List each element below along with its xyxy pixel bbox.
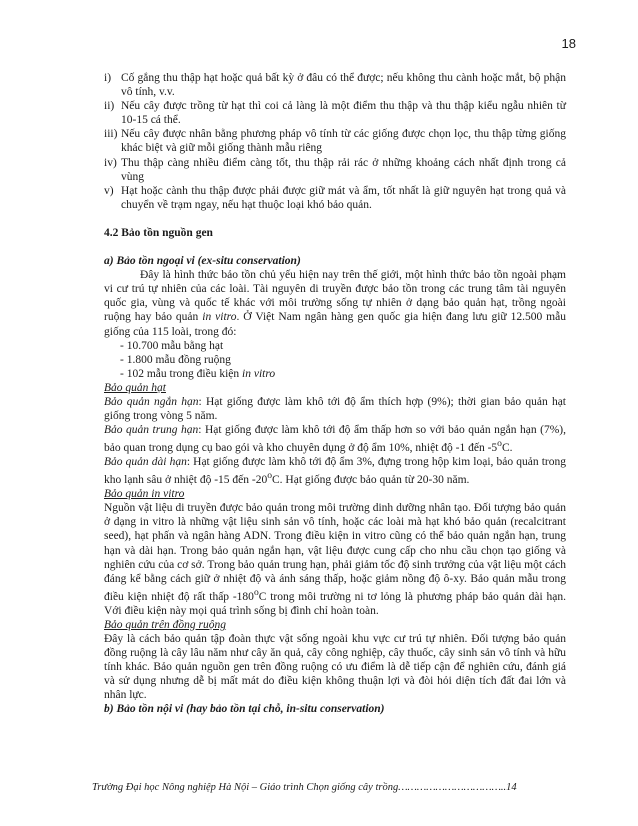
- list-item-number: iv): [104, 156, 117, 169]
- collection-guidelines-list: [104, 71, 566, 212]
- document-body: [104, 71, 566, 717]
- seed-storage-heading: Bảo quản hạt: [104, 381, 166, 394]
- list-item: - 1.800 mẫu đồng ruộng: [120, 353, 231, 366]
- list-item-text: Hạt hoặc cành thu thập được phải được giữ mát và ẩm, tốt nhất là giữ nguyên hạt trong quả và chuyển về trạm ngay, nếu hạt thuộc loại khó bảo quản.: [121, 184, 566, 211]
- subsection-heading-ex-situ: a) Bảo tồn ngoại vi (ex-situ conservation): [104, 255, 301, 268]
- subsection-heading-in-situ: b) Bảo tồn nội vi (hay bảo tồn tại chỗ, in-situ conservation): [104, 703, 385, 716]
- ex-situ-paragraph: Đây là hình thức bảo tồn chủ yếu hiện nay trên thế giới, một hình thức bảo tồn ngoài phạm vi cư trú tự nhiên của các loài. Tài nguyên di truyền được bảo tồn trong các trung tâm tài nguyên quốc gia, vùng và quốc tế khác với môi trường sống tự nhiên ở dạng bảo quản hạt, trồng ngoài ruộng hay bảo quản in vitro. Ở Việt Nam ngân hàng gen quốc gia hiện đang lưu giữ 12.500 mẫu giống của 115 loài, trong đó:: [104, 269, 566, 338]
- list-item-number: iii): [104, 128, 118, 141]
- list-item: - 10.700 mẫu bằng hạt: [120, 339, 224, 352]
- field-storage-paragraph: Đây là cách bảo quản tập đoàn thực vật sống ngoài khu vực cư trú tự nhiên. Đối tượng bảo quản đồng ruộng là cây lâu năm như cây ăn quả, cây công nghiệp, cây thuốc, cây sinh sản vô tính và hữu tính khác. Bảo quản nguồn gen trên đồng ruộng có ưu điểm là dễ tiếp cận để nghiên cứu, đánh giá và sử dụng nhưng dễ bị mất mát do điều kiện không thuận lợi và đòi hỏi diện tích đất đai lớn và nhân lực.: [104, 632, 566, 702]
- list-item-number: v): [104, 184, 114, 197]
- list-item-text: Thu thập càng nhiều điểm càng tốt, thu thập rải rác ở những khoảng cách nhất định trong cả vùng: [121, 156, 566, 183]
- list-item-number: ii): [104, 100, 115, 113]
- list-item: [104, 71, 566, 99]
- short-term-paragraph: Bảo quản ngắn hạn: Hạt giống được làm khô tới độ ẩm thích hợp (9%); thời gian bảo quản hạt giống trong vòng 5 năm.: [104, 395, 566, 423]
- list-item: - 102 mẫu trong điều kiện in vitro: [120, 367, 276, 380]
- list-item: [104, 99, 566, 127]
- list-item-text: Nếu cây được trồng từ hạt thì coi cả làng là một điểm thu thập và thu thập kiểu ngẫu nhiên từ 10-15 cá thể.: [121, 100, 566, 127]
- list-item-text: Nếu cây được nhân bằng phương pháp vô tính từ các giống được chọn lọc, thu thập từng giống khác biệt và giữ mỗi giống thành mẫu riêng: [121, 128, 566, 155]
- medium-term-paragraph: Bảo quản trung hạn: Hạt giống được làm khô tới độ ẩm thấp hơn so với bảo quản ngắn hạn (7%), bảo quan trong dụng cụ bao gói và kho chuyên dụng ở độ ẩm 10%, nhiệt độ -1 đến -5$^o$C.: [104, 424, 566, 455]
- list-item: [104, 127, 566, 155]
- page-number: 18: [561, 36, 576, 51]
- field-storage-heading: Bảo quản trên đồng ruộng: [104, 618, 227, 631]
- section-heading: 4.2 Bảo tồn nguồn gen: [104, 226, 213, 239]
- long-term-paragraph: Bảo quản dài hạn: Hạt giống được làm khô tới độ ẩm 3%, đựng trong hộp kim loại, bảo quản trong kho lạnh sâu ở nhiệt độ -15 đến -20$^o$C. Hạt giống được bảo quản từ 20-30 năm.: [104, 456, 566, 487]
- list-item: [104, 156, 566, 184]
- list-item: [104, 184, 566, 212]
- list-item-number: i): [104, 72, 112, 84]
- in-vitro-paragraph: Nguồn vật liệu di truyền được bảo quản trong môi trường dinh dưỡng nhân tạo. Đối tượng bảo quản ở dạng in vitro là những vật liệu sinh sản vô tính, hoặc các loài mà hạt khó bảo quản (recalcitrant seed), hạt phấn và ngân hàng ADN. Trong điều kiện in vitro cũng có thể bảo quản ngắn hạn, trung hạn và dài hạn. Trong bảo quản ngắn hạn, vật liệu được cung cấp cho nhu cầu chọn tạo giống và nghiên cứu của cơ sở. Trong bảo quản trung hạn, phải giảm tốc độ sinh trưởng của vật liệu một cách đáng kể bằng cách giữ ở nhiệt độ và ánh sáng thấp, hoặc giảm nồng độ ô-xy. Bảo quản mẫu trong điều kiện nhiệt độ rất thấp -180$^o$C trong môi trường ni tơ lỏng là phương pháp bảo quản dài hạn. Với điều kiện này mọi quá trình sống bị đình chỉ hoàn toàn.: [104, 502, 566, 617]
- page-footer: Trường Đại học Nông nghiệp Hà Nội – Giáo trình Chọn giống cây trồng……………………………..14: [92, 782, 517, 793]
- list-item-text: Cố gắng thu thập hạt hoặc quả bất kỳ ở đâu có thể được; nếu không thu cành hoặc mắt, bộ phận vô tính, v.v.: [121, 72, 566, 99]
- in-vitro-heading: Bảo quản in vitro: [104, 488, 185, 501]
